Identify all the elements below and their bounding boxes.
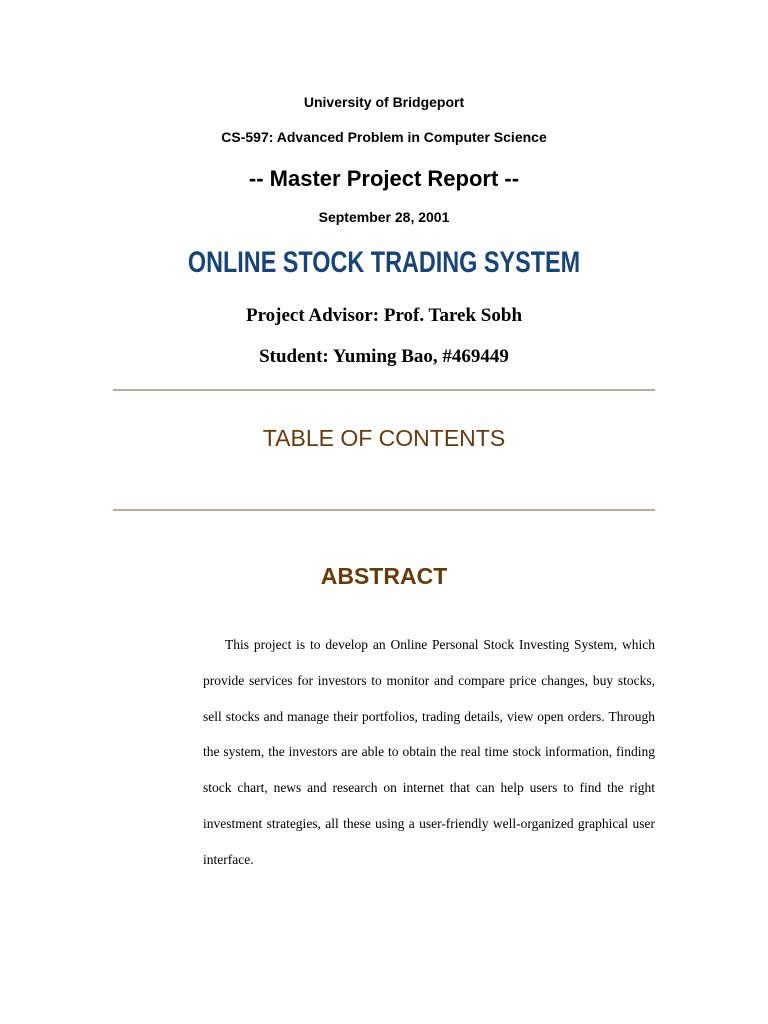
abstract-heading: ABSTRACT [320,563,448,589]
report-date: September 28, 2001 [318,209,450,225]
horizontal-divider [113,509,655,511]
university-name: University of Bridgeport [303,94,465,110]
horizontal-divider [113,389,655,391]
student-info: Student: Yuming Bao, #469449 [259,346,509,367]
abstract-paragraph: This project is to develop an Online Personal Stock Investing System, which provide services for investors to monitor and compare price changes, buy stocks, sell stocks and manage their portfolios, trading details, view open orders. Through the system, the investors are able to obtain the real time stock information, finding stock chart, news and research on internet that can help users to find the right investment strategies, all these using a user-friendly well-organized graphical user interface. [203,637,655,867]
course-title: CS-597: Advanced Problem in Computer Science [221,129,547,145]
report-type: -- Master Project Report -- [248,166,520,191]
project-advisor: Project Advisor: Prof. Tarek Sobh [245,305,523,326]
document-title: ONLINE STOCK TRADING SYSTEM [187,246,581,279]
toc-heading: TABLE OF CONTENTS [262,425,506,451]
